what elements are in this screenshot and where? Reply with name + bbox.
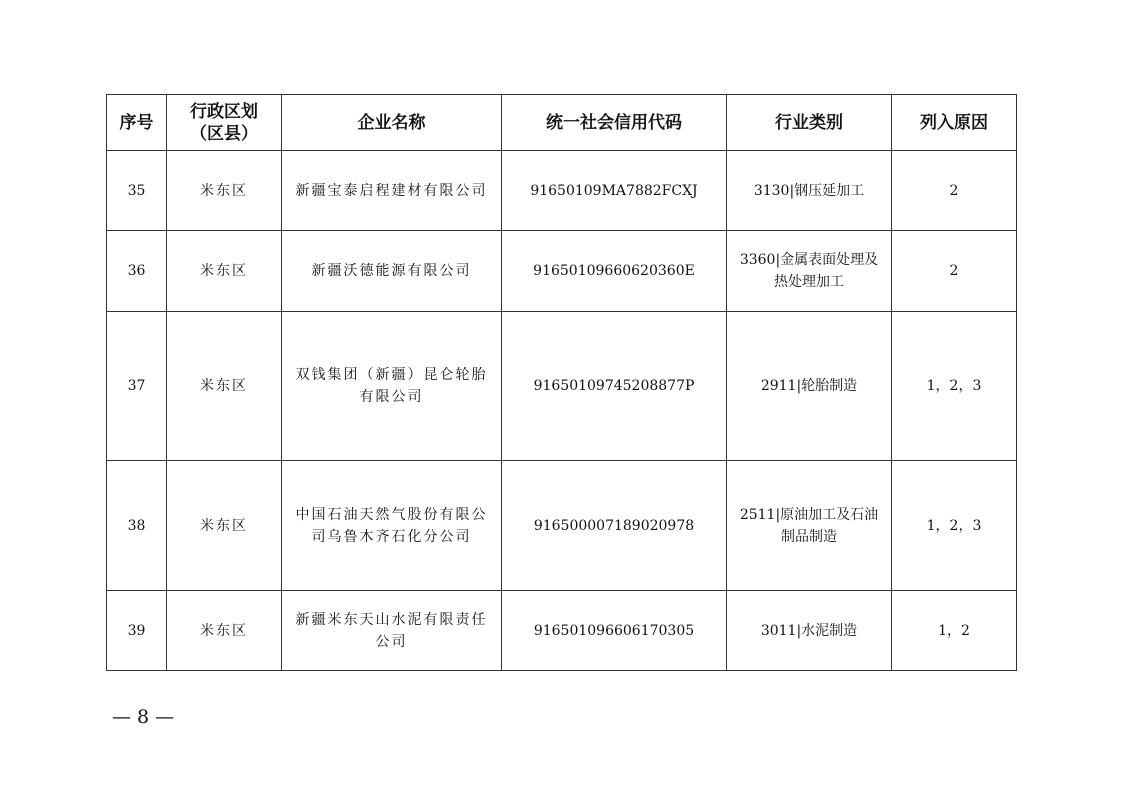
cell-industry: 2911|轮胎制造	[727, 312, 892, 461]
cell-index: 39	[107, 591, 167, 671]
cell-reason: 1，2，3	[892, 461, 1017, 591]
header-district: 行政区划（区县）	[167, 95, 282, 151]
cell-name: 中国石油天然气股份有限公司乌鲁木齐石化分公司	[282, 461, 502, 591]
table-row	[107, 312, 1017, 461]
table-row	[107, 231, 1017, 312]
cell-reason: 1，2，3	[892, 312, 1017, 461]
cell-industry: 3360|金属表面处理及热处理加工	[727, 231, 892, 312]
page-number: — 8 —	[112, 706, 175, 728]
cell-district: 米东区	[167, 461, 282, 591]
cell-name: 双钱集团（新疆）昆仑轮胎有限公司	[282, 312, 502, 461]
cell-code: 91650109745208877P	[502, 312, 727, 461]
cell-index: 35	[107, 151, 167, 231]
cell-index: 37	[107, 312, 167, 461]
enterprise-table	[106, 94, 1017, 671]
cell-name: 新疆宝泰启程建材有限公司	[282, 151, 502, 231]
table-row	[107, 151, 1017, 231]
cell-industry: 2511|原油加工及石油制品制造	[727, 461, 892, 591]
cell-reason: 1，2	[892, 591, 1017, 671]
header-index: 序号	[107, 95, 167, 151]
cell-index: 36	[107, 231, 167, 312]
enterprise-table-container	[106, 94, 1017, 671]
cell-industry: 3011|水泥制造	[727, 591, 892, 671]
cell-district: 米东区	[167, 591, 282, 671]
cell-district: 米东区	[167, 231, 282, 312]
cell-code: 916501096606170305	[502, 591, 727, 671]
header-code: 统一社会信用代码	[502, 95, 727, 151]
cell-reason: 2	[892, 151, 1017, 231]
cell-district: 米东区	[167, 151, 282, 231]
table-row	[107, 591, 1017, 671]
cell-industry: 3130|钢压延加工	[727, 151, 892, 231]
cell-name: 新疆米东天山水泥有限责任公司	[282, 591, 502, 671]
cell-name: 新疆沃德能源有限公司	[282, 231, 502, 312]
header-industry: 行业类别	[727, 95, 892, 151]
cell-reason: 2	[892, 231, 1017, 312]
cell-code: 91650109MA7882FCXJ	[502, 151, 727, 231]
table-row	[107, 461, 1017, 591]
cell-code: 91650109660620360E	[502, 231, 727, 312]
table-header-row	[107, 95, 1017, 151]
cell-code: 916500007189020978	[502, 461, 727, 591]
cell-index: 38	[107, 461, 167, 591]
header-reason: 列入原因	[892, 95, 1017, 151]
cell-district: 米东区	[167, 312, 282, 461]
header-name: 企业名称	[282, 95, 502, 151]
